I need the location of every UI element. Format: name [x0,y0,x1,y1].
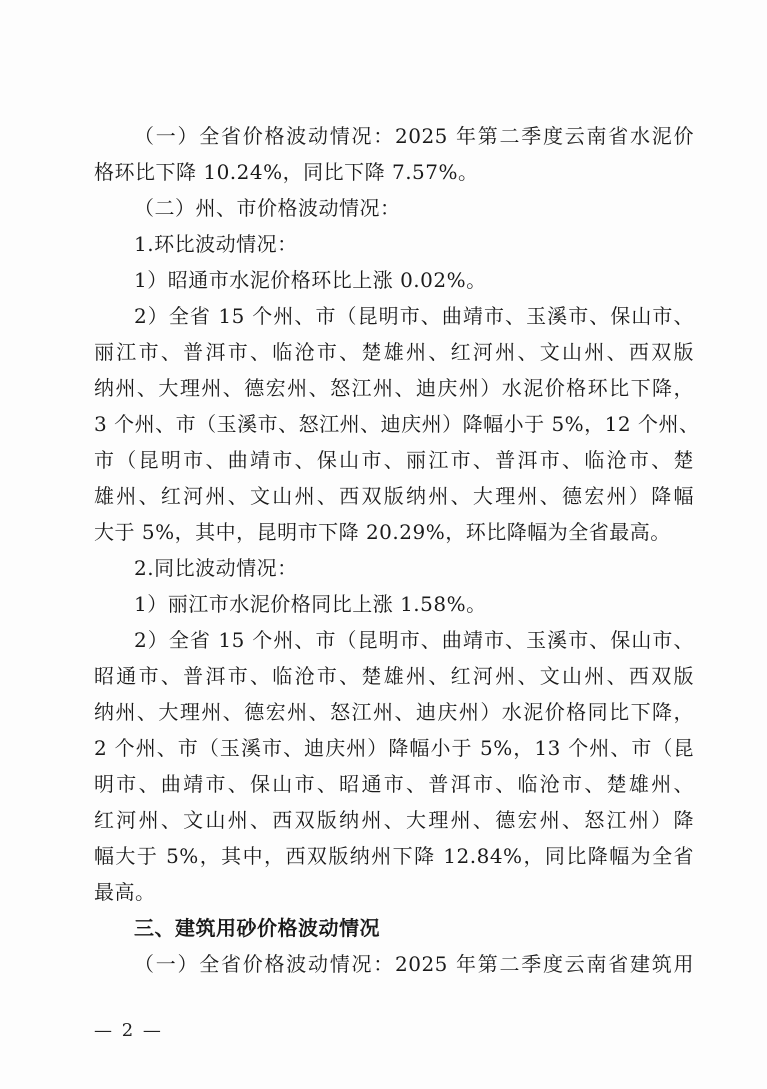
paragraph-line: 丽江市、普洱市、临沧市、楚雄州、红河州、文山州、西双版 [94,340,694,364]
paragraph-line: 纳州、大理州、德宏州、怒江州、迪庆州）水泥价格同比下降， [94,700,694,724]
section-heading-line: （二）州、市价格波动情况： [134,196,401,220]
paragraph-line: 明市、曲靖市、保山市、昭通市、普洱市、临沧市、楚雄州、 [94,772,694,796]
paragraph-line: 昭通市、普洱市、临沧市、楚雄州、红河州、文山州、西双版 [94,664,694,688]
paragraph-line: 2 个州、市（玉溪市、迪庆州）降幅小于 5%，13 个州、市（昆 [94,736,694,760]
document-body [94,118,700,982]
paragraph-line: 最高。 [94,880,156,904]
paragraph-line: 格环比下降 10.24%，同比下降 7.57%。 [94,160,479,184]
paragraph-line: （一）全省价格波动情况：2025 年第二季度云南省水泥价 [134,124,694,148]
paragraph-line: （一）全省价格波动情况：2025 年第二季度云南省建筑用 [134,952,694,976]
paragraph-line: 幅大于 5%，其中，西双版纳州下降 12.84%，同比降幅为全省 [94,844,694,868]
paragraph-line: 红河州、文山州、西双版纳州、大理州、德宏州、怒江州）降 [94,808,694,832]
paragraph-line: 1）昭通市水泥价格环比上涨 0.02%。 [134,268,487,292]
subsection-heading-line: 2.同比波动情况： [134,556,298,580]
paragraph-line: 市（昆明市、曲靖市、保山市、丽江市、普洱市、临沧市、楚 [94,448,694,472]
paragraph-line: 大于 5%，其中，昆明市下降 20.29%，环比降幅为全省最高。 [94,520,671,544]
paragraph-line: 2）全省 15 个州、市（昆明市、曲靖市、玉溪市、保山市、 [134,304,694,328]
section-heading-bold: 三、建筑用砂价格波动情况 [134,916,380,940]
paragraph-line: 纳州、大理州、德宏州、怒江州、迪庆州）水泥价格环比下降， [94,376,694,400]
subsection-heading-line: 1.环比波动情况： [134,232,298,256]
paragraph-line: 2）全省 15 个州、市（昆明市、曲靖市、玉溪市、保山市、 [134,628,694,652]
paragraph-line: 雄州、红河州、文山州、西双版纳州、大理州、德宏州）降幅 [94,484,694,508]
paragraph-line: 1）丽江市水泥价格同比上涨 1.58%。 [134,592,487,616]
page-number: — 2 — [94,1020,163,1041]
paragraph-line: 3 个州、市（玉溪市、怒江州、迪庆州）降幅小于 5%，12 个州、 [94,412,700,436]
